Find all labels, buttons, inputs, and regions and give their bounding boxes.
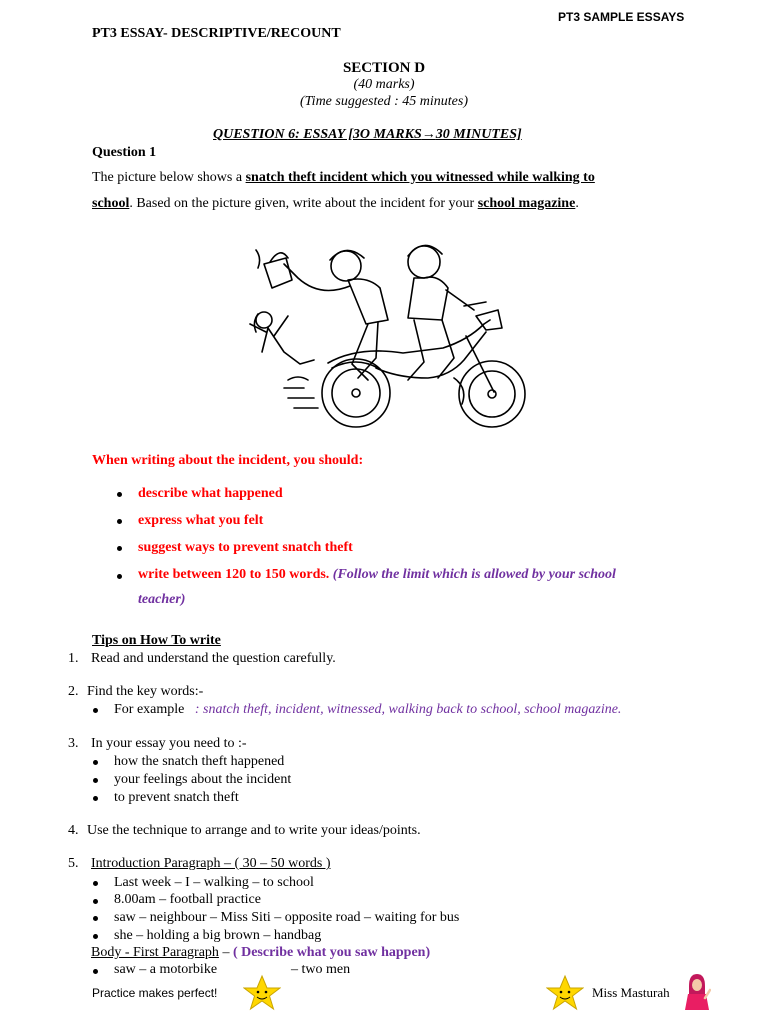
tip-3-item: how the snatch theft happened <box>114 754 285 769</box>
intro-paragraph-label: Introduction Paragraph – ( 30 – 50 words ) <box>91 856 331 871</box>
teacher-avatar-icon <box>683 972 711 1012</box>
bullet-icon <box>93 708 98 713</box>
bullet-icon <box>93 778 98 783</box>
intro-item: 8.00am – football practice <box>114 892 261 907</box>
intro-item: she – holding a big brown – handbag <box>114 928 322 943</box>
section-title: SECTION D <box>342 60 426 76</box>
instruction-item-word-limit: write between 120 to 150 words. (Follow the limit which is allowed by your school <box>138 567 616 582</box>
tips-heading: Tips on How To write <box>92 633 221 648</box>
tip-3-item: to prevent snatch theft <box>114 790 239 805</box>
arrow-right-icon: → <box>421 127 436 142</box>
tip-number: 2. <box>68 684 79 699</box>
bullet-icon <box>117 574 122 579</box>
bullet-icon <box>93 881 98 886</box>
body-item-b: – two men <box>291 962 351 977</box>
footer-left: Practice makes perfect! <box>92 986 218 1000</box>
bullet-icon <box>117 492 122 497</box>
header-label: PT3 SAMPLE ESSAYS <box>558 10 685 24</box>
bullet-icon <box>93 899 98 904</box>
snatch-theft-illustration <box>228 228 538 433</box>
intro-item: Last week – I – walking – to school <box>114 875 314 890</box>
tip-number: 4. <box>68 823 79 838</box>
instruction-note-cont: teacher) <box>138 592 186 607</box>
tip-number: 3. <box>68 736 79 751</box>
section-time: (Time suggested : 45 minutes) <box>300 94 468 109</box>
intro-item: saw – neighbour – Miss Siti – opposite road – waiting for bus <box>114 910 460 925</box>
tip-number: 5. <box>68 856 79 871</box>
bullet-icon <box>93 796 98 801</box>
prompt-line-1: The picture below shows a snatch theft incident which you witnessed while walking to <box>92 170 595 185</box>
tip-number: 1. <box>68 651 79 666</box>
section-marks: (40 marks) <box>353 77 415 92</box>
tip-2-example: For example : snatch theft, incident, witnessed, walking back to school, school magazine. <box>114 702 622 717</box>
question-heading: QUESTION 6: ESSAY [3O MARKS→30 MINUTES] <box>213 127 522 142</box>
bullet-icon <box>117 519 122 524</box>
document-title: PT3 ESSAY- DESCRIPTIVE/RECOUNT <box>92 26 341 41</box>
body-paragraph-label: Body - First Paragraph – ( Describe what you saw happen) <box>91 945 431 960</box>
tip-3: In your essay you need to :- <box>91 736 247 751</box>
tip-3-item: your feelings about the incident <box>114 772 292 787</box>
tip-4: Use the technique to arrange and to write your ideas/points. <box>87 823 421 838</box>
tip-2: Find the key words:- <box>87 684 204 699</box>
bullet-icon <box>93 969 98 974</box>
instruction-item: describe what happened <box>138 486 283 501</box>
body-item-a: saw – a motorbike <box>114 962 218 977</box>
instructions-heading: When writing about the incident, you should: <box>92 453 364 468</box>
instruction-item: suggest ways to prevent snatch theft <box>138 540 353 555</box>
question-label: Question 1 <box>92 145 157 160</box>
star-icon <box>546 974 584 1012</box>
footer-right: Miss Masturah <box>592 985 670 1000</box>
instruction-item: express what you felt <box>138 513 264 528</box>
prompt-line-2: school. Based on the picture given, write about the incident for your school magazine. <box>92 196 579 211</box>
bullet-icon <box>93 760 98 765</box>
star-icon <box>243 974 281 1012</box>
bullet-icon <box>117 546 122 551</box>
bullet-icon <box>93 934 98 939</box>
bullet-icon <box>93 916 98 921</box>
tip-1: Read and understand the question carefully. <box>91 651 336 666</box>
